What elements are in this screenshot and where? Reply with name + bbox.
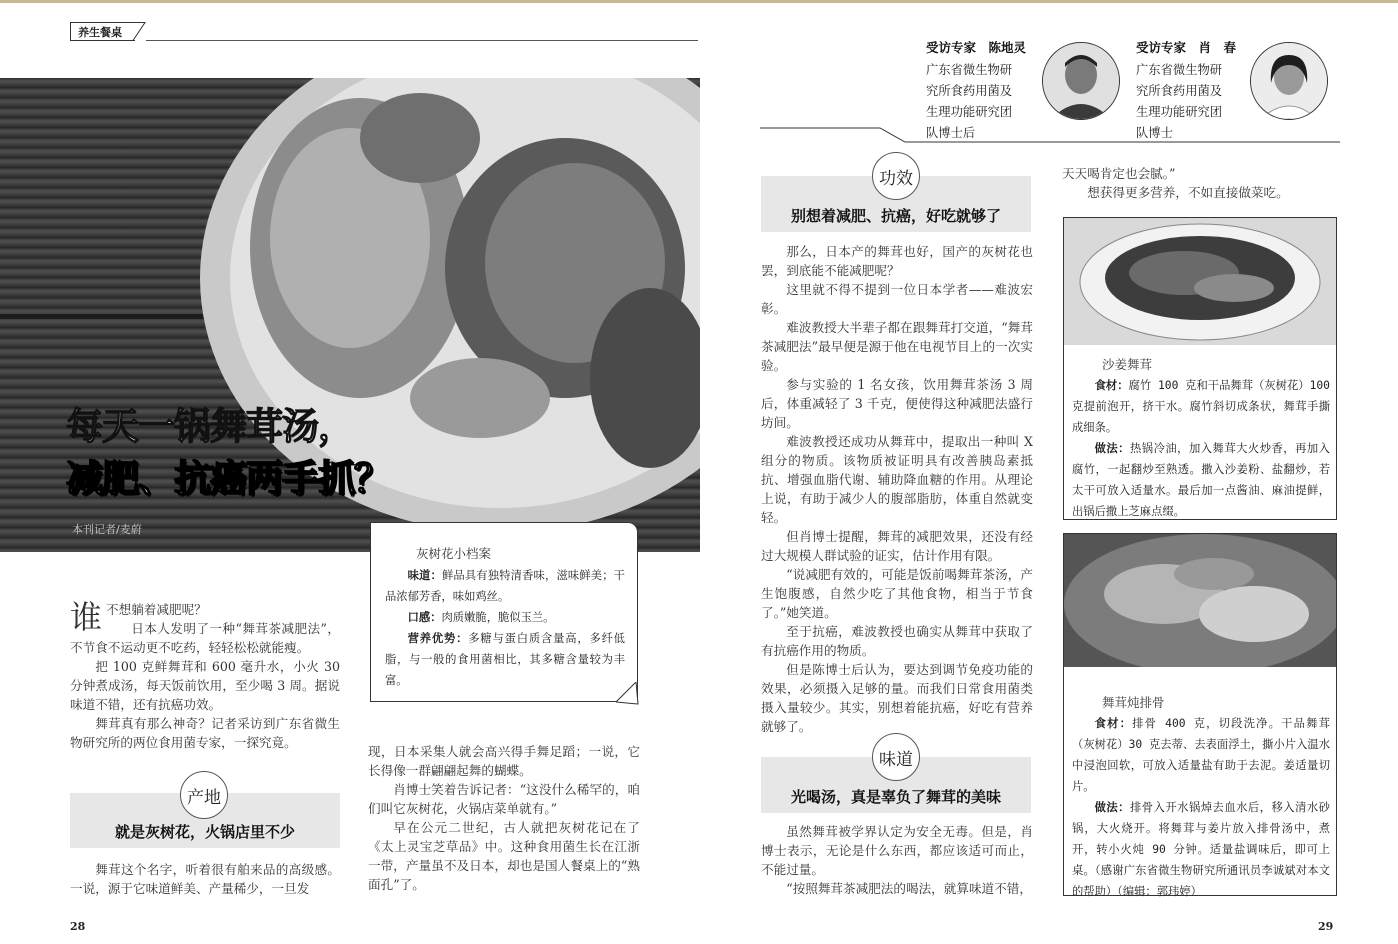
origin-tag: 产地: [180, 771, 228, 819]
taste-body: 虽然舞茸被学界认定为安全无毒。但是，肖博士表示，无论是什么东西，都应该适可而止，不能过量。 “按照舞茸茶减肥法的喝法，就算味道不错，: [761, 824, 1033, 896]
page-number-right: 29: [1318, 920, 1334, 933]
section-tag: 养生餐桌: [70, 22, 146, 41]
top-border: [0, 0, 1398, 3]
hero-photo: [0, 78, 700, 552]
header-rule: [146, 40, 698, 41]
efficacy-tag: 功效: [872, 152, 920, 200]
recipe2-photo: [1063, 533, 1337, 669]
expert-divider: [760, 118, 1340, 146]
expert-2: 受访专家 肖 春 广东省微生物研究所食药用菌及生理功能研究团队博士: [1136, 40, 1237, 140]
article-title: 每天一锅舞茸汤， 减肥、抗癌两手抓？: [66, 404, 390, 500]
dropcap: 谁: [70, 598, 103, 636]
recipe1-card: 沙姜舞茸 食材：腐竹 100 克和干品舞茸（灰树花）100 克提前泡开，挤干水。腐竹斜切成条状，舞茸手撕成细条。 做法：热锅冷油，加入舞茸大火炒香，再加入腐竹，一起翻炒至熟透。撒入沙姜粉、盐翻炒，若太干可放入适量水。最后加一点酱油、麻油提鲜，出锅后撒上芝麻点缀。: [1063, 345, 1337, 520]
origin-heading: 就是灰树花，火锅店里不少: [114, 823, 295, 841]
expert-1: 受访专家 陈地灵 广东省微生物研究所食药用菌及生理功能研究团队博士后: [926, 40, 1027, 140]
recipe2-title: 舞茸炖排骨: [1102, 695, 1165, 710]
taste-heading: 光喝汤，真是辜负了舞茸的美味: [790, 788, 1001, 806]
efficacy-heading: 别想着减肥、抗癌，好吃就够了: [790, 207, 1001, 225]
origin-col1: 舞茸这个名字，听着很有舶来品的高级感。一说，源于它味道鲜美、产量稀少，一旦发: [70, 862, 340, 896]
byline: 本刊记者/麦蔚: [72, 523, 142, 536]
recipe2-card: 舞茸炖排骨 食材：排骨 400 克，切段洗净。干品舞茸（灰树花）30 克去蒂、去表面浮土，撕小片入温水中浸泡回软，可放入适量盐有助于去泥。姜适量切片。 做法：排骨入开水锅焯去血水后，移入清水砂锅，大火烧开。将舞茸与姜片放入排骨汤中，煮开，转小火炖 90 分钟。适量盐调味后，即可上桌。（感谢广东省微生物研究所通讯员李诚斌对本文的帮助）（编辑：郭玮婷）: [1063, 667, 1337, 896]
expert-2-photo: [1250, 42, 1328, 120]
page-curl-icon: [616, 682, 640, 706]
page-number-left: 28: [70, 920, 86, 933]
avatar-icon: [1251, 43, 1327, 119]
origin-col2: 现，日本采集人就会高兴得手舞足蹈；一说，它长得像一群翩翩起舞的蝴蝶。 肖博士笑着告诉记者：“这没什么稀罕的，咱们叫它灰树花，火锅店菜单就有。” 早在公元二世纪，古人就把灰树花记在了《太上灵宝芝草品》中。这种食用菌生长在江浙一带，产量虽不及日本，却也是国人餐桌上的“熟面孔”了。: [368, 744, 640, 892]
intro: 谁 不想躺着减肥呢？ 日本人发明了一种“舞茸茶减肥法”，不节食不运动更不吃药，轻轻松松就能瘦。 把 100 克鲜舞茸和 600 毫升水，小火 30 分钟煮成汤，每天饭前饮用，至少喝 3 周。据说味道不错，还有抗癌功效。 舞茸真有那么神奇？记者采访到广东省微生物研究所的两位食用菌专家，一探究竟。: [70, 598, 340, 750]
col4-text: 天天喝肯定也会腻。” 想获得更多营养，不如直接做菜吃。: [1062, 166, 1289, 200]
recipe1-title: 沙姜舞茸: [1102, 357, 1153, 372]
expert-1-photo: [1042, 42, 1120, 120]
avatar-icon: [1043, 43, 1119, 119]
recipe1-photo: [1063, 217, 1337, 347]
profile-card-title: 灰树花小档案: [416, 546, 492, 561]
profile-card: 灰树花小档案 味道：鲜品具有独特清香味，滋味鲜美；干品浓郁芳香，味如鸡丝。 口感：肉质嫩脆，脆似玉兰。 营养优势：多糖与蛋白质含量高，多纤低脂，与一般的食用菌相比，其多糖含量较为丰富。: [370, 522, 638, 702]
efficacy-body: 那么，日本产的舞茸也好，国产的灰树花也罢，到底能不能减肥呢？ 这里就不得不提到一位日本学者——难波宏彰。 难波教授大半辈子都在跟舞茸打交道，“舞茸茶减肥法”最早便是源于他在电视节目上的一次实验。 参与实验的 1 名女孩，饮用舞茸茶汤 3 周后，体重减轻了 3 千克，便使得这种减肥法盛行坊间。 难波教授还成功从舞茸中，提取出一种叫 X 组分的物质。该物质被证明具有改善胰岛素抵抗、增强血脂代谢、辅助降血糖的作用。从理论上说，有助于减少人的腹部脂肪，体重自然就变轻。 但肖博士提醒，舞茸的减肥效果，还没有经过大规模人群试验的证实，估计作用有限。 “说减肥有效的，可能是饭前喝舞茸茶汤，产生饱腹感，自然少吃了其他食物，相当于节食了。”她笑道。 至于抗癌，难波教授也确实从舞茸中获取了有抗癌作用的物质。 但是陈博士后认为，要达到调节免疫功能的效果，必须摄入足够的量。而我们日常食用菌类摄入量较少。其实，别想着能抗癌，好吃有营养就够了。: [761, 244, 1033, 734]
taste-tag: 味道: [872, 733, 920, 781]
